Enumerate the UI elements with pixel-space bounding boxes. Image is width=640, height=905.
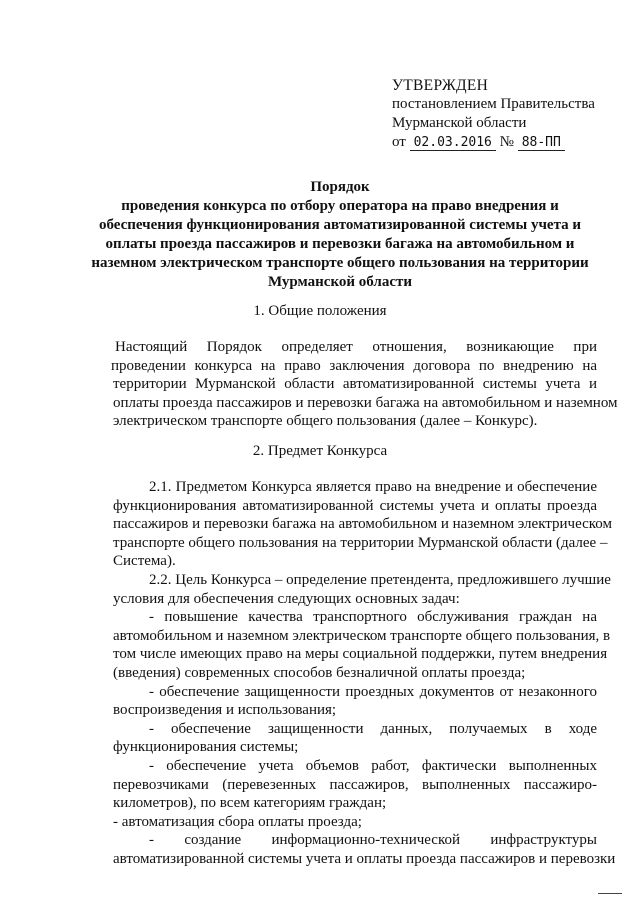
approval-line-1: постановлением Правительства	[392, 96, 595, 112]
text-line: 2.1. Предметом Конкурса является право на внедрение и обеспечение	[149, 479, 597, 495]
approval-line-2: Мурманской области	[392, 115, 527, 131]
text-line: территории Мурманской области автоматизированной системы учета и	[113, 376, 597, 393]
approval-number-label: №	[499, 134, 514, 150]
title-line: Мурманской области	[267, 274, 413, 290]
text-line: проведении конкурса на право заключения договора по внедрению на	[111, 357, 597, 374]
text-line: (введения) современных способов безналичной оплаты проезда;	[113, 664, 526, 681]
title-line: проведения конкурса по отбору оператора на право внедрения и	[121, 198, 559, 214]
text-line: - обеспечение защищенности данных, получаемых в ходе	[149, 720, 597, 737]
title-heading: Порядок	[310, 179, 370, 195]
text-line: условия для обеспечения следующих основных задач:	[113, 590, 460, 607]
approval-date: 02.03.2016	[410, 135, 496, 151]
text-line: 2.2. Цель Конкурса – определение претендента, предложившего лучшие	[149, 571, 611, 588]
section-1-paragraph	[111, 338, 618, 431]
text-line: - повышение качества транспортного обслуживания граждан на	[149, 609, 597, 626]
text-line: автоматизированной системы учета и оплаты проезда пассажиров и перевозки	[113, 850, 616, 867]
section-1-heading: 1. Общие положения	[253, 303, 387, 319]
text-line: электрическом транспорте общего пользования (далее – Конкурс).	[113, 413, 538, 430]
text-line: пассажиров и перевозки багажа на автомобильном и наземном электрическом	[113, 516, 613, 533]
section-2-heading: 2. Предмет Конкурса	[252, 443, 388, 459]
text-line: перевозчиками (перевезенных пассажиров, выполненных пассажиро-	[113, 776, 597, 793]
text-line: оплаты проезда пассажиров и перевозки багажа на автомобильном и наземном	[113, 394, 618, 411]
title-line: обеспечения функционирования автоматизированной системы учета и	[98, 217, 582, 233]
approval-heading: УТВЕРЖДЕН	[392, 77, 489, 94]
text-line: автомобильном и наземном электрическом транспорте общего пользования, в	[113, 627, 611, 644]
text-line: - создание информационно-технической инфраструктуры	[149, 832, 597, 849]
text-line: транспорте общего пользования на территории Мурманской области (далее –	[113, 534, 608, 551]
approval-date-line	[392, 133, 622, 152]
title-line: наземном электрическом транспорте общего пользования на территории	[91, 255, 589, 271]
approval-stamp	[392, 76, 622, 152]
text-line: функционирования системы;	[113, 739, 299, 756]
approval-number: 88-ПП	[518, 135, 565, 151]
text-line: километров), по всем категориям граждан;	[113, 795, 387, 812]
text-line: Настоящий Порядок определяет отношения, возникающие при	[115, 339, 597, 355]
text-line: - автоматизация сбора оплаты проезда;	[113, 813, 362, 830]
text-line: Система).	[113, 553, 176, 570]
text-line: воспроизведения и использования;	[113, 702, 337, 719]
approval-from-label: от	[392, 134, 406, 150]
text-line: - обеспечение защищенности проездных документов от незаконного	[149, 683, 597, 700]
page-edge-mark	[598, 893, 622, 894]
title-line: оплаты проезда пассажиров и перевозки багажа на автомобильном и	[105, 236, 575, 252]
text-line: - обеспечение учета объемов работ, фактически выполненных	[149, 757, 597, 774]
document-title	[60, 178, 620, 292]
text-line: том числе имеющих право на меры социальной поддержки, путем внедрения	[113, 646, 608, 663]
text-line: функционирования автоматизированной системы учета и оплаты проезда	[113, 497, 597, 514]
section-2-body	[113, 478, 616, 868]
